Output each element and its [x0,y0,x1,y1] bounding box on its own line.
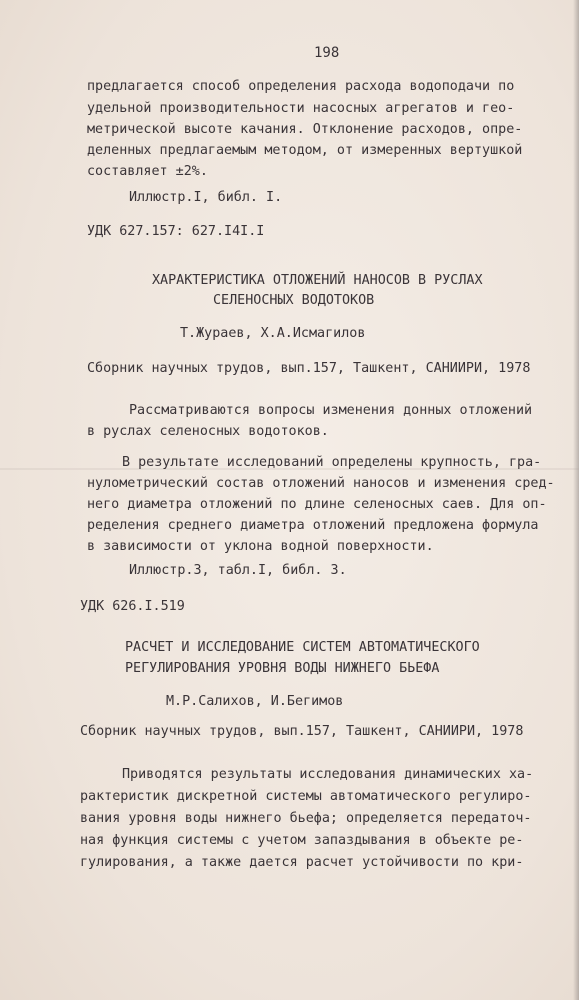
intro-line: деленных предлагаемым методом, от измеренных вертушкой [87,143,523,158]
article3-para1-line: ная функция системы с учетом запаздывания в объекте ре- [80,833,524,848]
article2-title-line: СЕЛЕНОСНЫХ ВОДОТОКОВ [213,293,375,308]
article2-para2-line: В результате исследований определены крупность, гра- [122,455,542,470]
article2-para2-line: в зависимости от уклона водной поверхности. [87,539,434,554]
article2-para2-line: ределения среднего диаметра отложений предложена формула [87,518,539,533]
article2-para2-line: него диаметра отложений по длине селеносных саев. Для оп- [87,497,547,512]
article2-source: Сборник научных трудов, вып.157, Ташкент, САНИИРИ, 1978 [87,361,531,376]
article2-authors: Т.Жураев, Х.А.Исмагилов [180,326,366,341]
article2-para2-line: нулометрический состав отложений наносов и изменения сред- [87,476,555,491]
article3-title-line: РАСЧЕТ И ИССЛЕДОВАНИЕ СИСТЕМ АВТОМАТИЧЕСКОГО [125,640,480,655]
article3-authors: М.Р.Салихов, И.Бегимов [166,694,344,709]
article3-para1-line: рактеристик дискретной системы автоматического регулиро- [80,789,532,804]
page-number: 198 [314,45,340,61]
intro-line: удельной производительности насосных агрегатов и гео- [87,101,515,116]
intro-refs: Иллюстр.I, библ. I. [129,190,283,205]
page-edge-shadow [573,0,579,1000]
intro-line: предлагается способ определения расхода водоподачи по [87,79,515,94]
article2-title-line: ХАРАКТЕРИСТИКА ОТЛОЖЕНИЙ НАНОСОВ В РУСЛАХ [152,273,483,288]
article3-title-line: РЕГУЛИРОВАНИЯ УРОВНЯ ВОДЫ НИЖНЕГО БЬЕФА [125,661,440,676]
intro-line: метрической высоте качания. Отклонение расходов, опре- [87,122,523,137]
article3-para1-line: Приводятся результаты исследования динамических ха- [122,767,534,782]
article2-refs: Иллюстр.3, табл.I, библ. 3. [129,563,347,578]
article3-para1-line: вания уровня воды нижнего бьефа; определяется передаточ- [80,811,532,826]
article3-para1-line: гулирования, а также дается расчет устойчивости по кри- [80,855,524,870]
intro-line: составляет ±2%. [87,164,208,179]
article3-source: Сборник научных трудов, вып.157, Ташкент, САНИИРИ, 1978 [80,724,524,739]
article3-udk: УДК 626.I.519 [80,599,185,614]
article2-para1-line: Рассматриваются вопросы изменения донных отложений [129,403,533,418]
article2-udk: УДК 627.157: 627.I4I.I [87,224,265,239]
article2-para1-line: в руслах селеносных водотоков. [87,424,329,439]
